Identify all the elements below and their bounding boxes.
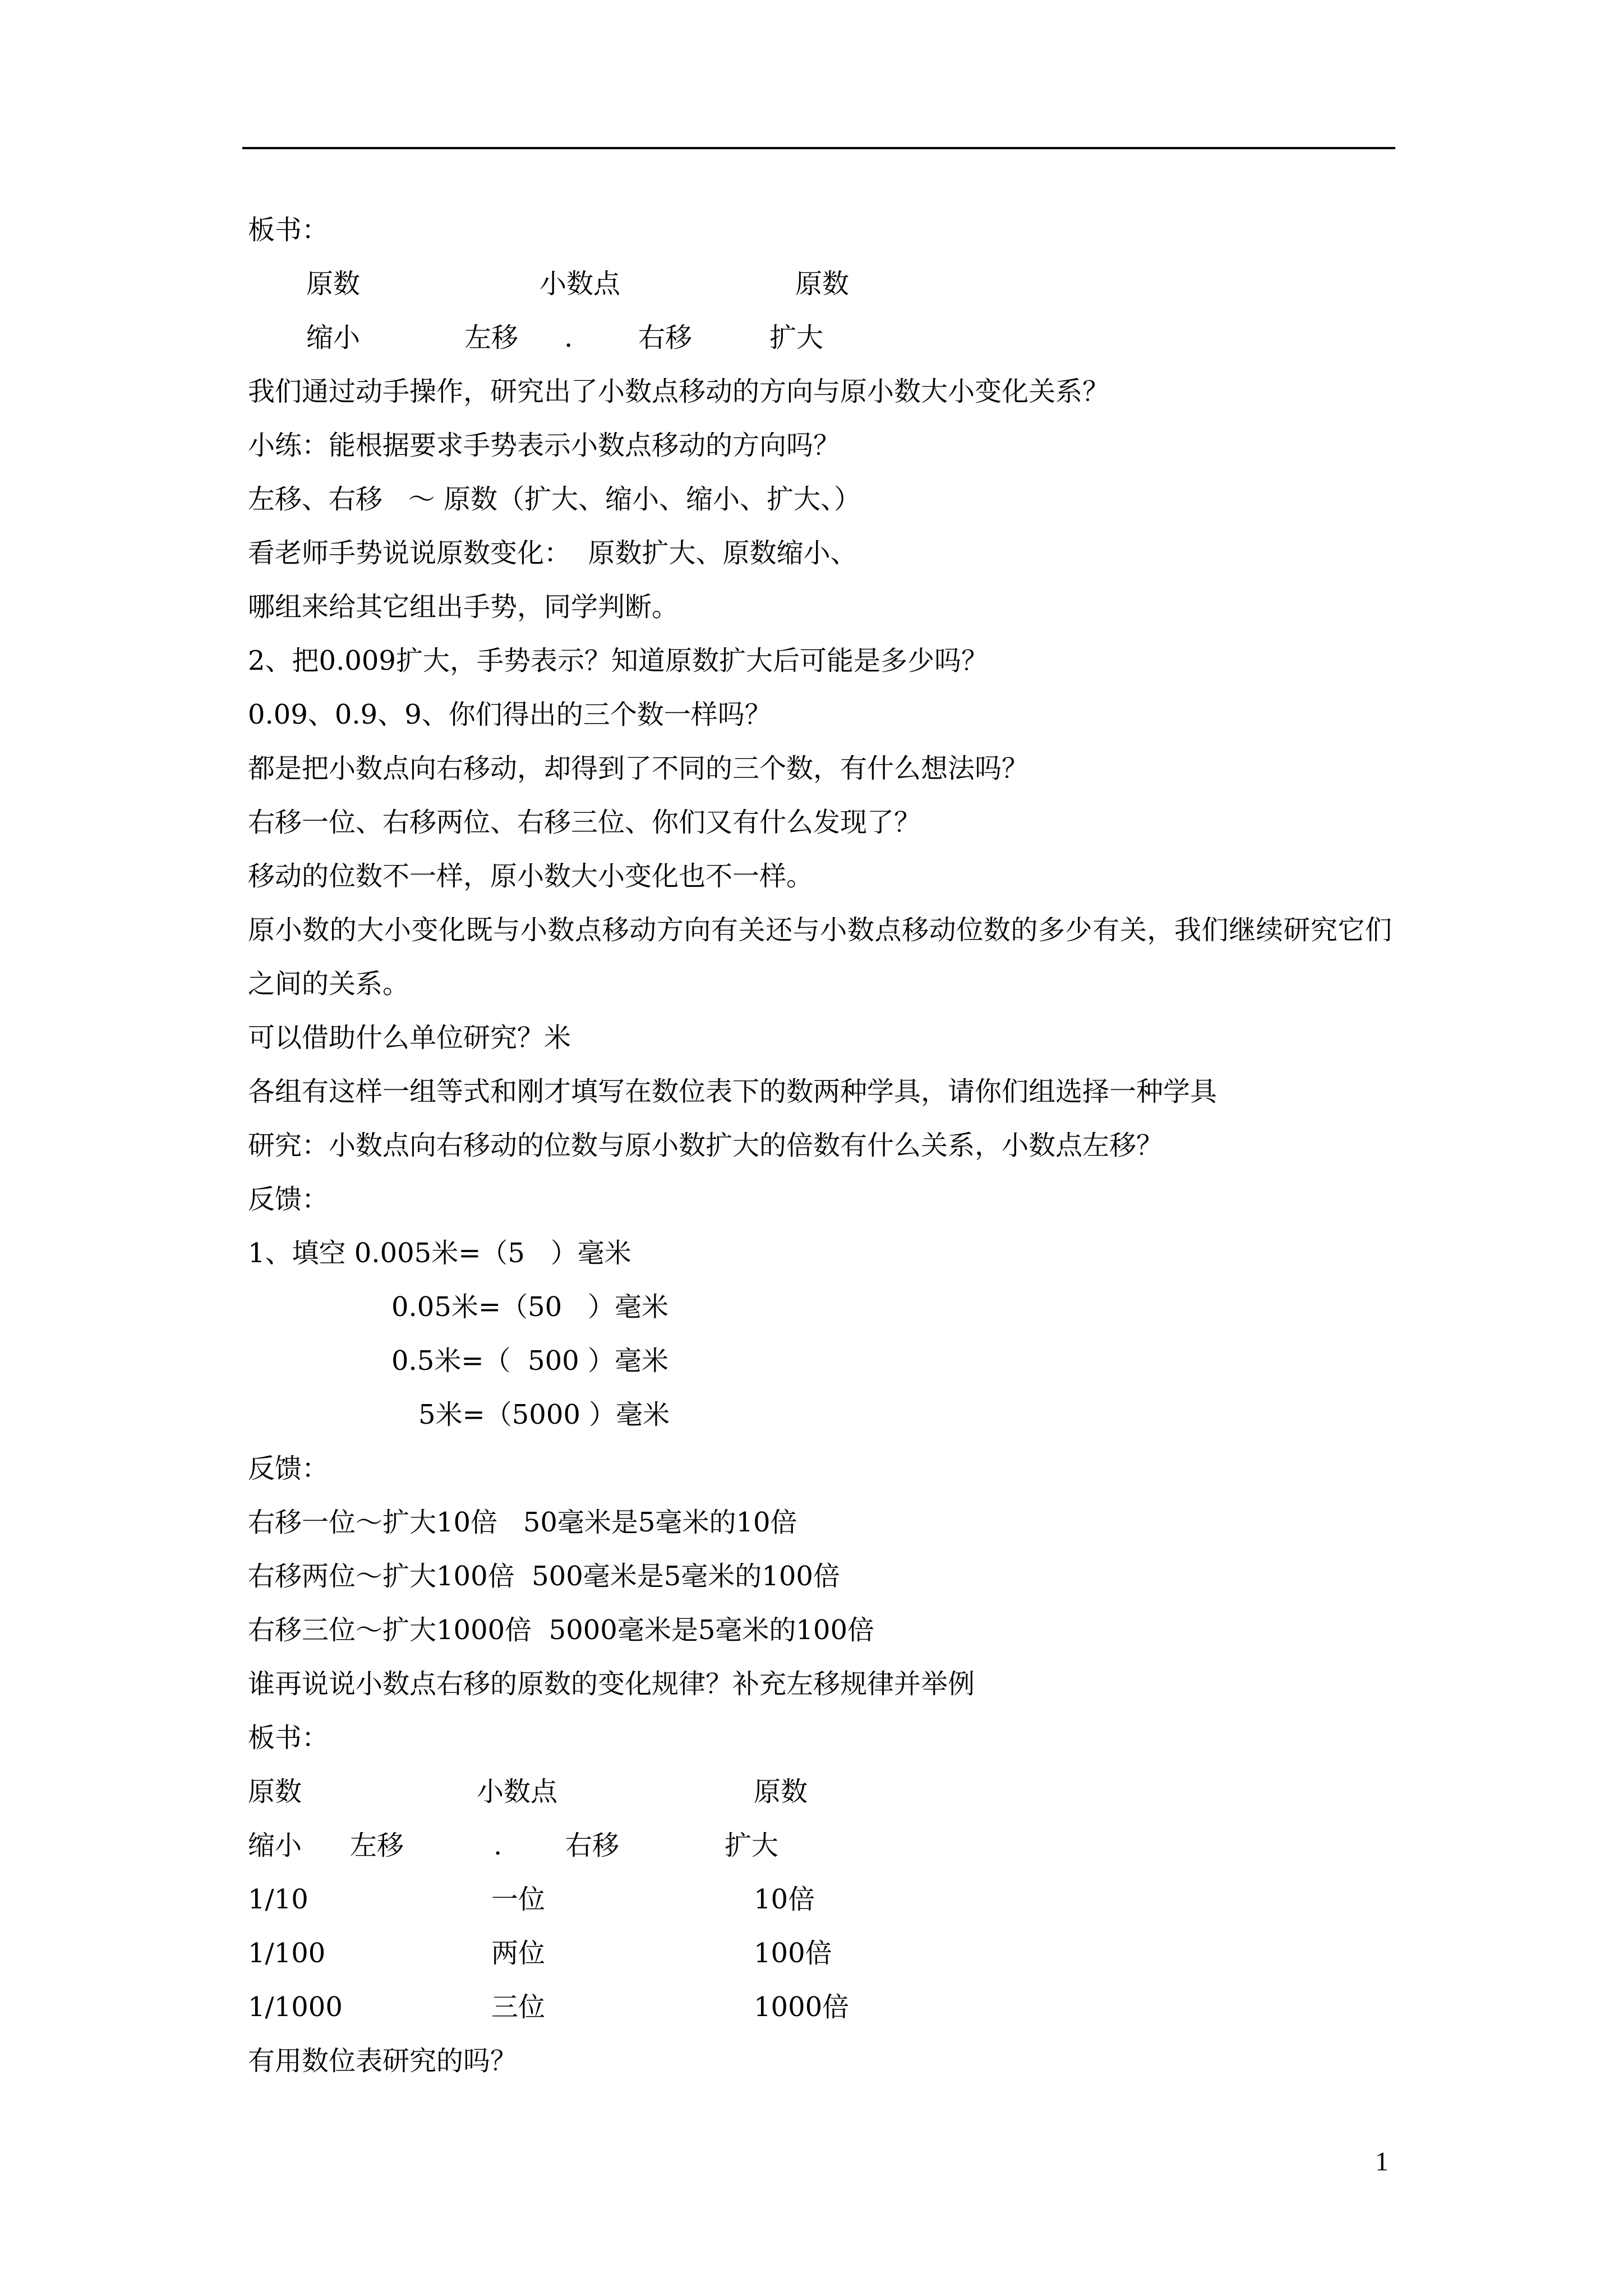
text-line: 左移、右移 ～ 原数（扩大、缩小、缩小、扩大、） bbox=[248, 484, 861, 515]
text-line: 移动的位数不一样，原小数大小变化也不一样。 bbox=[248, 861, 814, 892]
text-line: 反馈： bbox=[248, 1184, 329, 1215]
text-line: 右移一位、右移两位、右移三位、你们又有什么发现了？ bbox=[248, 807, 921, 838]
board2-label-original-left: 原数 bbox=[248, 1776, 302, 1807]
text-line: 各组有这样一组等式和刚才填写在数位表下的数两种学具，请你们组选择一种学具 bbox=[248, 1076, 1218, 1107]
text-line: 可以借助什么单位研究？米 bbox=[248, 1022, 571, 1053]
text-line: 右移一位～扩大10倍 50毫米是5毫米的10倍 bbox=[248, 1507, 797, 1538]
wrapped-paragraph: 原小数的大小变化既与小数点移动方向有关还与小数点移动位数的多少有关，我们继续研究它们之间的关系。 bbox=[248, 914, 1392, 1000]
text-line: 有用数位表研究的吗？ bbox=[248, 2045, 518, 2077]
board2-table-row bbox=[248, 1926, 1392, 1980]
text-line: 哪组来给其它组出手势，同学判断。 bbox=[248, 591, 679, 623]
text-line: 我们通过动手操作，研究出了小数点移动的方向与原小数大小变化关系？ bbox=[248, 376, 1110, 407]
text-line: 看老师手势说说原数变化： 原数扩大、原数缩小、 bbox=[248, 537, 857, 569]
board2-multiple: 100倍 bbox=[754, 1938, 832, 1969]
board-label-move-right: 右移 bbox=[638, 322, 693, 353]
header-rule bbox=[242, 147, 1395, 149]
board-label-original-right: 原数 bbox=[795, 268, 850, 300]
board2-multiple: 1000倍 bbox=[754, 1991, 850, 2023]
fill-blank-line-2: 0.05米=（50 ）毫米 bbox=[391, 1291, 668, 1323]
board2-row-2 bbox=[248, 1819, 1392, 1872]
board2-fraction: 1/1000 bbox=[248, 1991, 343, 2023]
board-heading-2: 板书： bbox=[248, 1722, 329, 1754]
text-line: 小练：能根据要求手势表示小数点移动的方向吗？ bbox=[248, 430, 841, 461]
board-label-decimal-point: 小数点 bbox=[540, 268, 621, 300]
board2-label-decimal-point: 小数点 bbox=[477, 1776, 558, 1807]
board2-fraction: 1/10 bbox=[248, 1884, 308, 1915]
board2-label-move-right: 右移 bbox=[565, 1830, 620, 1861]
board2-fraction: 1/100 bbox=[248, 1938, 326, 1969]
board2-row-1 bbox=[248, 1765, 1392, 1819]
board-label-enlarge: 扩大 bbox=[769, 322, 824, 353]
board2-label-original-right: 原数 bbox=[754, 1776, 808, 1807]
board2-places: 一位 bbox=[491, 1884, 546, 1915]
text-line: 右移三位～扩大1000倍 5000毫米是5毫米的100倍 bbox=[248, 1614, 874, 1646]
fill-blank-line-3: 0.5米=（ 500 ）毫米 bbox=[391, 1345, 668, 1377]
board2-table-row bbox=[248, 1872, 1392, 1926]
board2-label-enlarge: 扩大 bbox=[725, 1830, 779, 1861]
document-body bbox=[248, 203, 1392, 2088]
board2-label-dot: . bbox=[494, 1830, 502, 1861]
text-line: 谁再说说小数点右移的原数的变化规律？补充左移规律并举例 bbox=[248, 1668, 975, 1700]
fill-blank-line-4: 5米=（5000 ）毫米 bbox=[418, 1399, 670, 1430]
board-label-shrink: 缩小 bbox=[306, 322, 361, 353]
board-heading-1: 板书： bbox=[248, 214, 329, 246]
board2-table-row bbox=[248, 1980, 1392, 2034]
board2-multiple: 10倍 bbox=[754, 1884, 815, 1915]
fill-blank-line-1: 1、填空 0.005米=（5 ）毫米 bbox=[248, 1237, 631, 1269]
text-line: 反馈： bbox=[248, 1453, 329, 1484]
board-label-dot: . bbox=[564, 322, 573, 353]
board-row-2 bbox=[248, 311, 1392, 365]
board2-label-move-left: 左移 bbox=[350, 1830, 404, 1861]
text-line: 0.09、0.9、9、你们得出的三个数一样吗？ bbox=[248, 699, 772, 730]
text-line: 都是把小数点向右移动，却得到了不同的三个数，有什么想法吗？ bbox=[248, 753, 1029, 784]
board-label-move-left: 左移 bbox=[464, 322, 519, 353]
board-label-original-left: 原数 bbox=[306, 268, 361, 300]
text-line: 右移两位～扩大100倍 500毫米是5毫米的100倍 bbox=[248, 1561, 840, 1592]
board2-places: 两位 bbox=[491, 1938, 546, 1969]
board2-places: 三位 bbox=[491, 1991, 546, 2023]
board2-label-shrink: 缩小 bbox=[248, 1830, 302, 1861]
board-row-1 bbox=[248, 257, 1392, 311]
text-line: 2、把0.009扩大，手势表示？知道原数扩大后可能是多少吗？ bbox=[248, 645, 988, 677]
text-line: 研究：小数点向右移动的位数与原小数扩大的倍数有什么关系，小数点左移？ bbox=[248, 1130, 1164, 1161]
page-number: 1 bbox=[1375, 2147, 1389, 2177]
